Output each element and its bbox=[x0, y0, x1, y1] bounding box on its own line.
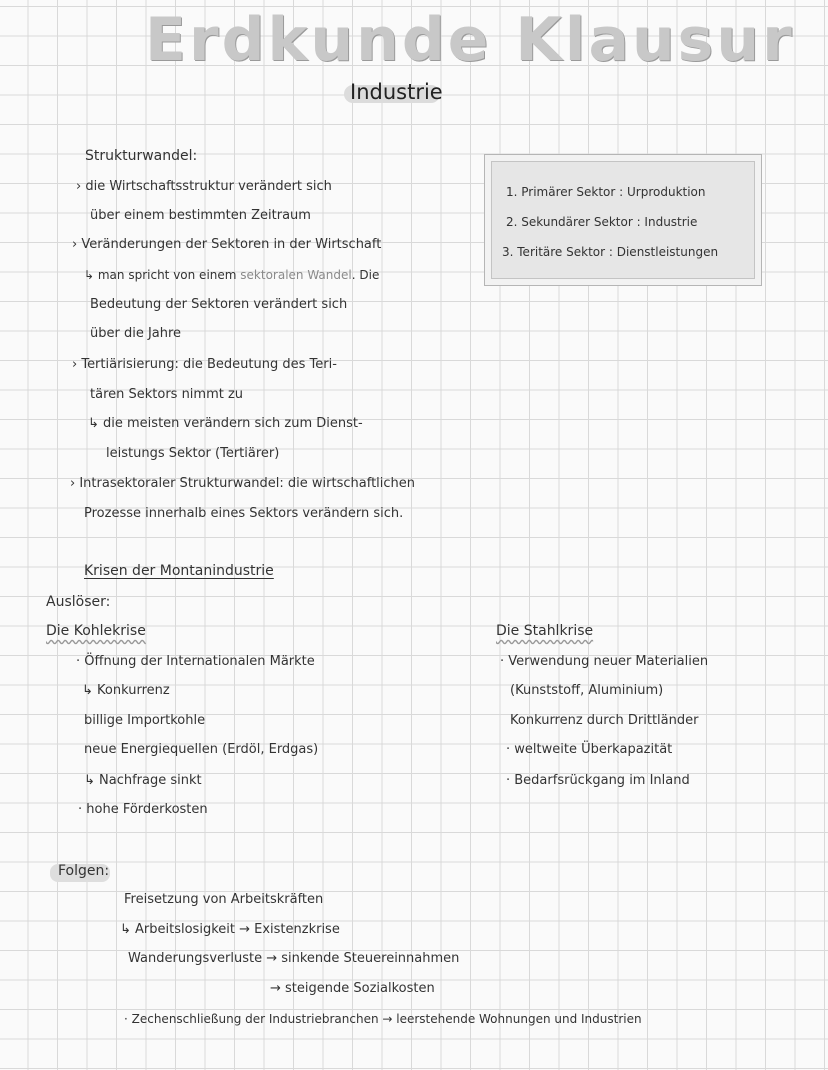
strukturwandel-line: tären Sektors nimmt zu bbox=[90, 387, 244, 402]
kohlekrise-line: · hohe Förderkosten bbox=[78, 802, 208, 817]
kohlekrise-line: billige Importkohle bbox=[84, 713, 206, 728]
strukturwandel-text: ↳ man spricht von einem bbox=[84, 268, 237, 282]
ausloeser-label: Auslöser: bbox=[46, 594, 111, 610]
stahlkrise-line: · Bedarfsrückgang im Inland bbox=[506, 773, 690, 788]
krisen-heading: Krisen der Montanindustrie bbox=[84, 563, 274, 579]
sector-item: 3. Teritäre Sektor : Dienstleistungen bbox=[502, 245, 719, 259]
strukturwandel-line: leistungs Sektor (Tertiärer) bbox=[106, 446, 280, 461]
strukturwandel-line: Bedeutung der Sektoren verändert sich bbox=[90, 297, 348, 312]
strukturwandel-line: › Tertiärisierung: die Bedeutung des Teri- bbox=[72, 357, 337, 372]
stahlkrise-line: · weltweite Überkapazität bbox=[506, 742, 673, 757]
subtitle-text: Industrie bbox=[350, 80, 443, 104]
folgen-line: → steigende Sozialkosten bbox=[270, 981, 435, 996]
folgen-line: Freisetzung von Arbeitskräften bbox=[124, 892, 324, 907]
kohlekrise-line: ↳ Konkurrenz bbox=[82, 683, 170, 698]
strukturwandel-line: › die Wirtschaftsstruktur verändert sich bbox=[76, 179, 332, 194]
sector-box bbox=[484, 154, 762, 286]
page-title: Erdkunde Klausur bbox=[145, 5, 795, 75]
kohlekrise-heading: Die Kohlekrise bbox=[46, 623, 146, 639]
stahlkrise-line: · Verwendung neuer Materialien bbox=[500, 654, 709, 669]
sector-item: 1. Primärer Sektor : Urproduktion bbox=[506, 185, 706, 199]
strukturwandel-line: › Intrasektoraler Strukturwandel: die wirtschaftlichen bbox=[70, 476, 416, 491]
sector-box-inner bbox=[491, 161, 755, 279]
sector-item: 2. Sekundärer Sektor : Industrie bbox=[506, 215, 698, 229]
strukturwandel-line: über einem bestimmten Zeitraum bbox=[90, 208, 311, 223]
strukturwandel-text: . Die bbox=[351, 268, 380, 282]
kohlekrise-line: ↳ Nachfrage sinkt bbox=[84, 773, 202, 788]
folgen-line: ↳ Arbeitslosigkeit → Existenzkrise bbox=[120, 922, 340, 937]
folgen-line: · Zechenschließung der Industriebranchen → leerstehende Wohnungen und Industrien bbox=[124, 1012, 642, 1026]
kohlekrise-line: neue Energiequellen (Erdöl, Erdgas) bbox=[84, 742, 319, 757]
page-subtitle bbox=[350, 80, 443, 104]
stahlkrise-heading: Die Stahlkrise bbox=[496, 623, 594, 639]
strukturwandel-line: › Veränderungen der Sektoren in der Wirtschaft bbox=[72, 237, 382, 252]
strukturwandel-heading: Strukturwandel: bbox=[85, 148, 198, 164]
strukturwandel-line: ↳ die meisten verändern sich zum Dienst- bbox=[88, 416, 363, 431]
stahlkrise-line: Konkurrenz durch Drittländer bbox=[510, 713, 699, 728]
folgen-heading: Folgen: bbox=[58, 863, 110, 879]
stahlkrise-line: (Kunststoff, Aluminium) bbox=[510, 683, 664, 698]
strukturwandel-line: Prozesse innerhalb eines Sektors verändern sich. bbox=[84, 506, 404, 521]
folgen-line: Wanderungsverluste → sinkende Steuereinnahmen bbox=[128, 951, 460, 966]
kohlekrise-line: · Öffnung der Internationalen Märkte bbox=[76, 654, 315, 669]
sektoraler-wandel-term: sektoralen Wandel bbox=[240, 268, 352, 282]
strukturwandel-line: über die Jahre bbox=[90, 326, 182, 341]
strukturwandel-line bbox=[84, 268, 379, 282]
